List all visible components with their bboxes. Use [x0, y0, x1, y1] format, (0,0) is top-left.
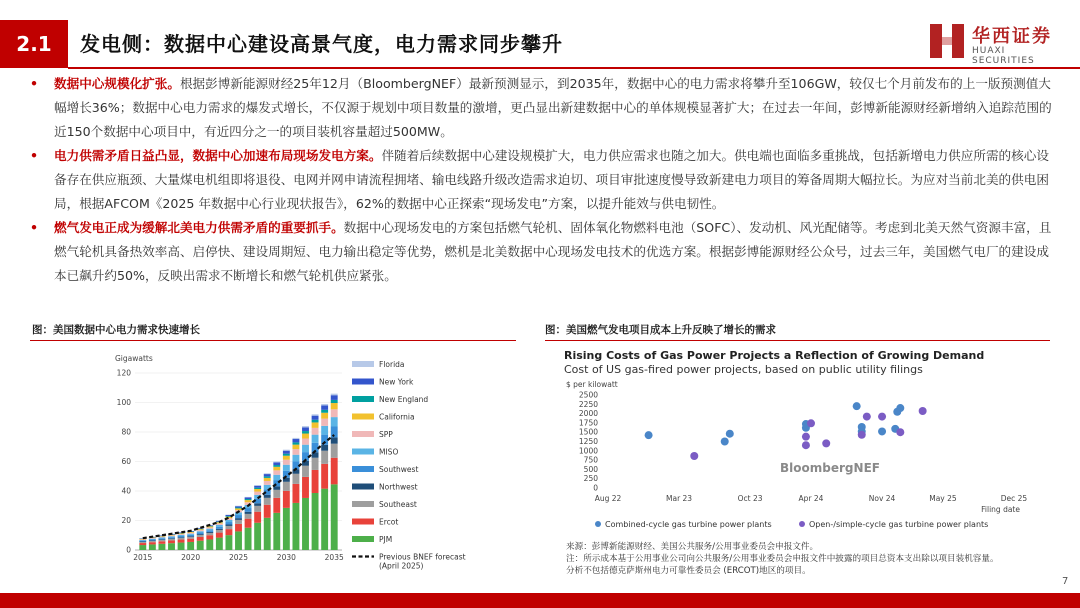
bar-segment-southeast — [264, 498, 271, 505]
bar-segment-northwest — [245, 512, 252, 514]
simple-cycle-point — [802, 433, 810, 441]
legend-label: Southeast — [379, 500, 417, 509]
bar-segment-california — [292, 445, 299, 449]
bar-segment-southeast — [273, 490, 280, 498]
legend-label: Northwest — [379, 482, 418, 492]
paragraph-text: 数据中心现场发电的方案包括燃气轮机、固体氧化物燃料电池（SOFC）、发动机、风光配储等。考虑到北美天然气资源丰富，且燃气轮机具备热效率高、启停快、建设周期短、电力输出稳定等优势，燃机是北美数据中心现场发电技术的优选方案。根据彭博能源财经公众号，过去三年，美国燃气电厂的建设成本已飙升约50%，反映出需求不断增长和燃气轮机供应紧张。 — [54, 220, 1052, 283]
bar-segment-southwest — [235, 515, 242, 518]
bar-segment-florida — [312, 414, 319, 415]
bar-segment-florida — [264, 473, 271, 474]
bar-segment-southwest — [206, 530, 213, 532]
combined-cycle-point — [721, 438, 729, 446]
bar-segment-spp — [197, 530, 204, 531]
bar-segment-spp — [206, 527, 213, 528]
bar-segment-pjm — [139, 545, 146, 550]
left-chart — [110, 345, 466, 577]
bar-segment-miso — [187, 534, 194, 535]
bar-segment-ercot — [197, 537, 204, 541]
bar-segment-spp — [321, 419, 328, 426]
legend-label: New England — [379, 395, 429, 404]
bar-segment-pjm — [158, 544, 165, 550]
simple-cycle-point — [802, 441, 810, 449]
header — [0, 20, 1080, 70]
bar-segment-spp — [216, 523, 223, 524]
bar-segment-southwest — [216, 527, 223, 529]
bar-segment-ercot — [245, 519, 252, 528]
bar-segment-ercot — [312, 470, 319, 493]
bullet: • — [30, 220, 39, 235]
legend-label: Ercot — [379, 517, 399, 527]
bar-segment-florida — [283, 450, 290, 451]
y-tick-label: 80 — [121, 427, 131, 437]
bar-segment-ercot — [283, 491, 290, 508]
bar-segment-pjm — [235, 531, 242, 550]
legend-label: Previous BNEF forecast — [379, 552, 466, 562]
bar-segment-new-england — [302, 431, 309, 433]
bar-segment-southeast — [321, 451, 328, 464]
bar-segment-northwest — [321, 445, 328, 451]
bar-segment-new-york — [254, 486, 261, 488]
legend-label: MISO — [379, 447, 399, 457]
x-tick-label: Aug 22 — [594, 494, 622, 503]
bar-segment-southeast — [283, 482, 290, 491]
x-tick-label: 2030 — [276, 553, 296, 562]
bar-segment-spp — [187, 533, 194, 534]
footer-bar — [0, 593, 1080, 608]
combined-cycle-point — [878, 427, 886, 435]
bar-segment-northwest — [178, 537, 185, 538]
legend-swatch — [352, 519, 374, 525]
bar-segment-miso — [158, 537, 165, 538]
bar-segment-southeast — [149, 541, 156, 542]
paragraph-text: 根据彭博新能源财经25年12月（BloombergNEF）最新预测显示，到2035年，数据中心的电力需求将攀升至106GW，较仅七个月前发布的上一版预测值大幅增长36%；数据中心电力需求的爆发式增长，不仅源于规划中项目数量的激增，更凸显出新建数据中心的单体规模显著扩大；在过去一年间，彭博新能源财经新增纳入追踪范围的近150个数据中心项目中，有近四分之一的项目装机容量超过500MW。 — [54, 76, 1052, 139]
bar-segment-california — [254, 489, 261, 492]
combined-cycle-point — [645, 431, 653, 439]
bar-segment-northwest — [216, 529, 223, 530]
bar-segment-new-england — [283, 454, 290, 456]
y-tick-label: 120 — [116, 368, 131, 378]
legend-label: Florida — [379, 360, 405, 369]
bar-segment-northwest — [225, 525, 232, 526]
right-chart — [560, 345, 1040, 535]
bar-segment-florida — [254, 485, 261, 486]
y-tick-label: 2250 — [578, 399, 598, 409]
x-tick-label: May 25 — [929, 494, 957, 503]
bar-segment-ercot — [273, 498, 280, 513]
legend-swatch — [352, 431, 374, 437]
combined-cycle-point — [858, 423, 866, 431]
simple-cycle-point — [822, 439, 830, 447]
legend-swatch — [352, 466, 374, 472]
bar-segment-northwest — [206, 532, 213, 533]
x-tick-label: Mar 23 — [666, 494, 693, 503]
bar-segment-miso — [292, 455, 299, 462]
bar-segment-southeast — [178, 538, 185, 540]
watermark: BloombergNEF — [780, 461, 880, 475]
chart-subtitle: Cost of US gas-fired power projects, based on public utility filings — [564, 363, 923, 376]
paragraph-1 — [30, 72, 1060, 144]
bar-segment-southwest — [168, 537, 175, 538]
bar-segment-ercot — [302, 477, 309, 498]
logo-text-cn: 华西证券 — [972, 26, 1052, 47]
bar-segment-new-england — [235, 508, 242, 509]
bar-segment-pjm — [254, 523, 261, 550]
bar-segment-southwest — [197, 533, 204, 535]
bar-segment-spp — [264, 481, 271, 485]
y-tick-label: 20 — [121, 516, 131, 525]
bar-segment-california — [312, 422, 319, 427]
bar-segment-southeast — [197, 535, 204, 537]
x-tick-label: 2015 — [133, 553, 153, 562]
bar-segment-pjm — [216, 538, 223, 550]
bar-segment-miso — [321, 426, 328, 435]
legend-label: SPP — [379, 430, 393, 439]
paragraph-2 — [30, 144, 1060, 216]
legend-swatch — [352, 501, 374, 507]
bar-segment-pjm — [225, 535, 232, 550]
bar-segment-northwest — [235, 518, 242, 520]
bar-segment-miso — [331, 417, 338, 426]
bar-segment-spp — [331, 409, 338, 417]
y-tick-label: 0 — [126, 545, 131, 555]
page-number: 7 — [1062, 576, 1069, 587]
y-tick-label: 1250 — [578, 437, 598, 446]
scatter-chart — [560, 345, 1040, 535]
legend-swatch — [352, 361, 374, 367]
bar-segment-spp — [273, 470, 280, 474]
section-number: 2.1 — [0, 20, 68, 68]
bar-segment-southeast — [292, 474, 299, 484]
bar-segment-florida — [292, 438, 299, 439]
bar-segment-ercot — [254, 512, 261, 523]
bar-segment-pjm — [187, 542, 194, 550]
bar-segment-southeast — [312, 458, 319, 470]
legend-swatch — [352, 379, 374, 385]
bar-segment-northwest — [197, 534, 204, 535]
bar-segment-ercot — [149, 542, 156, 544]
bar-segment-florida — [321, 404, 328, 405]
combined-cycle-point — [896, 404, 904, 412]
bar-segment-southeast — [168, 539, 175, 540]
bar-segment-pjm — [206, 539, 213, 550]
bar-segment-northwest — [158, 539, 165, 540]
company-logo — [928, 22, 1068, 66]
bar-segment-spp — [168, 535, 175, 536]
simple-cycle-point — [919, 407, 927, 415]
bar-segment-new-england — [273, 465, 280, 467]
x-tick-label: 2035 — [324, 553, 344, 562]
bar-segment-pjm — [178, 543, 185, 550]
legend-label: Open-/simple-cycle gas turbine power plants — [809, 520, 989, 529]
bar-segment-southeast — [331, 444, 338, 458]
y-tick-label: 2000 — [578, 409, 598, 419]
bar-segment-southwest — [139, 541, 146, 542]
y-tick-label: 750 — [583, 455, 598, 465]
bar-segment-northwest — [254, 503, 261, 506]
bar-segment-southwest — [149, 540, 156, 541]
y-tick-label: 40 — [121, 486, 131, 496]
bar-segment-new-york — [292, 439, 299, 442]
bar-segment-spp — [178, 534, 185, 535]
bar-segment-ercot — [235, 524, 242, 532]
bar-segment-northwest — [187, 536, 194, 537]
x-tick-label: 2025 — [228, 553, 249, 562]
x-tick-label: Dec 25 — [1000, 494, 1028, 503]
x-axis-label: Filing date — [981, 505, 1020, 514]
right-figure-caption: 图：美国燃气发电项目成本上升反映了增长的需求 — [545, 324, 776, 336]
bar-segment-miso — [168, 536, 175, 537]
bar-segment-ercot — [187, 539, 194, 542]
bar-segment-northwest — [149, 540, 156, 541]
bar-segment-florida — [331, 394, 338, 396]
legend-swatch — [352, 536, 374, 542]
bar-segment-california — [321, 413, 328, 419]
bar-segment-ercot — [331, 458, 338, 485]
bar-segment-pjm — [302, 498, 309, 550]
bullet: • — [30, 148, 39, 163]
source-line: 注：所示成本基于公用事业公司向公共服务/公用事业委员会申报文件中披露的项目总资本支出除以项目装机容量。 — [566, 554, 999, 564]
bar-segment-miso — [149, 539, 156, 540]
bar-segment-spp — [302, 438, 309, 444]
bar-segment-northwest — [331, 437, 338, 443]
y-tick-label: 1000 — [578, 446, 598, 456]
bar-segment-spp — [254, 492, 261, 495]
bar-segment-new-england — [245, 499, 252, 500]
bar-segment-miso — [139, 540, 146, 541]
bar-segment-pjm — [321, 489, 328, 550]
bar-segment-miso — [273, 475, 280, 480]
bar-segment-california — [264, 478, 271, 481]
simple-cycle-point — [807, 419, 815, 427]
bar-segment-northwest — [264, 495, 271, 498]
bar-segment-miso — [312, 435, 319, 443]
y-tick-label: 100 — [116, 398, 131, 407]
bar-segment-ercot — [178, 540, 185, 543]
legend-label: Combined-cycle gas turbine power plants — [605, 520, 772, 529]
body-text — [30, 72, 1060, 288]
bar-segment-pjm — [264, 518, 271, 550]
bar-segment-new-york — [283, 451, 290, 454]
chart-title: Rising Costs of Gas Power Projects a Reflection of Growing Demand — [564, 349, 985, 362]
bar-segment-new-york — [273, 462, 280, 465]
source-line: 来源：彭博新能源财经、美国公共服务/公用事业委员会申报文件。 — [566, 542, 819, 552]
bar-segment-california — [235, 508, 242, 510]
legend-label: New York — [379, 377, 414, 387]
bar-segment-california — [283, 456, 290, 460]
legend-swatch — [352, 396, 374, 402]
bar-segment-miso — [216, 525, 223, 527]
bar-segment-northwest — [312, 452, 319, 457]
right-caption-divider — [545, 340, 1050, 341]
bar-segment-new-york — [264, 474, 271, 476]
bar-segment-pjm — [292, 503, 299, 550]
legend-swatch — [352, 414, 374, 420]
bar-segment-new-england — [321, 410, 328, 413]
legend-swatch — [352, 484, 374, 490]
bar-segment-spp — [139, 539, 146, 540]
bar-segment-ercot — [292, 484, 299, 503]
bar-segment-spp — [292, 449, 299, 455]
bar-segment-florida — [273, 462, 280, 463]
bar-segment-ercot — [225, 529, 232, 535]
bar-segment-ercot — [139, 543, 146, 545]
logo-text-en: HUAXI SECURITIES — [972, 46, 1035, 66]
x-tick-label: Oct 23 — [737, 494, 763, 503]
bar-segment-new-england — [312, 420, 319, 423]
bar-segment-miso — [283, 465, 290, 471]
bar-segment-new-york — [312, 416, 319, 420]
legend-dot-combined-cycle — [595, 521, 601, 527]
bar-segment-miso — [225, 520, 232, 522]
legend-label: PJM — [379, 535, 393, 544]
bar-segment-southeast — [206, 533, 213, 535]
x-tick-label: Nov 24 — [868, 494, 896, 503]
bar-segment-florida — [302, 426, 309, 427]
bar-segment-pjm — [197, 541, 204, 550]
bar-segment-southwest — [245, 508, 252, 512]
bar-segment-southeast — [225, 526, 232, 529]
bar-segment-southwest — [225, 522, 232, 524]
y-tick-label: 1500 — [578, 427, 598, 437]
left-figure-caption: 图：美国数据中心电力需求快速增长 — [32, 324, 200, 336]
bar-segment-new-england — [254, 488, 261, 489]
bar-segment-new-england — [264, 476, 271, 478]
combined-cycle-point — [853, 402, 861, 410]
simple-cycle-point — [878, 413, 886, 421]
source-notes — [566, 541, 999, 577]
simple-cycle-point — [896, 428, 904, 436]
bar-segment-ercot — [168, 540, 175, 543]
legend-dot-simple-cycle — [799, 521, 805, 527]
paragraph-highlight: 电力供需矛盾日益凸显，数据中心加速布局现场发电方案。 — [54, 148, 382, 163]
bar-segment-southeast — [245, 514, 252, 519]
y-tick-label: 500 — [583, 464, 598, 474]
bar-segment-new-york — [302, 427, 309, 431]
bar-segment-california — [245, 500, 252, 502]
bullet: • — [30, 76, 39, 91]
y-tick-label: 1750 — [578, 418, 598, 428]
y-tick-label: 2500 — [578, 390, 598, 400]
bar-segment-pjm — [331, 484, 338, 550]
stacked-bar-chart — [110, 345, 466, 577]
bar-segment-southeast — [187, 537, 194, 539]
legend-label: Southwest — [379, 465, 419, 474]
bar-segment-southeast — [302, 466, 309, 477]
bar-segment-pjm — [149, 544, 156, 550]
paragraph-text: 伴随着后续数据中心建设规模扩大，电力供应需求也随之加大。供电端也面临多重挑战，包括新增电力供应所需的核心设备存在供应瓶颈、大量煤电机组即将退役、电网并网申请流程拥堵、输电线路升级改造需求迫切、项目审批速度慢导致新建电力项目的筹备周期大幅拉长。为应对当前北美的供电困局，根据AFCOM《2025 年数据中心行业现状报告》，62%的数据中心正探索“现场发电”方案，以提升能效与供电韧性。 — [54, 148, 1049, 211]
page-title: 发电侧：数据中心建设高景气度，电力需求同步攀升 — [80, 32, 563, 56]
y-tick-label: 0 — [593, 483, 598, 493]
y-tick-label: 250 — [583, 474, 598, 484]
x-tick-label: 2020 — [181, 553, 201, 562]
bar-segment-southeast — [158, 540, 165, 541]
bar-segment-ercot — [321, 464, 328, 489]
legend-label: California — [379, 412, 415, 422]
bar-segment-pjm — [245, 528, 252, 550]
legend-swatch — [352, 449, 374, 455]
x-tick-label: Apr 24 — [798, 494, 824, 503]
bar-segment-new-england — [292, 442, 299, 444]
legend-label: (April 2025) — [379, 561, 424, 571]
bar-segment-new-york — [235, 506, 242, 507]
bar-segment-spp — [312, 428, 319, 435]
y-axis-label: Gigawatts — [115, 354, 153, 363]
bar-segment-new-york — [245, 497, 252, 499]
bar-segment-northwest — [168, 538, 175, 539]
y-axis-label: $ per kilowatt — [566, 380, 618, 389]
combined-cycle-point — [726, 430, 734, 438]
bar-segment-california — [331, 403, 338, 409]
bar-segment-new-york — [321, 405, 328, 409]
simple-cycle-point — [690, 452, 698, 460]
bar-segment-california — [302, 434, 309, 439]
bar-segment-pjm — [312, 493, 319, 550]
bar-segment-california — [273, 467, 280, 471]
bar-segment-florida — [245, 497, 252, 498]
bar-segment-southeast — [254, 506, 261, 512]
bar-segment-miso — [197, 531, 204, 532]
left-caption-divider — [30, 340, 516, 341]
bar-segment-pjm — [168, 543, 175, 550]
simple-cycle-point — [863, 413, 871, 421]
huaxi-logo-icon — [928, 22, 966, 60]
bar-segment-ercot — [206, 535, 213, 539]
bar-segment-new-england — [331, 400, 338, 403]
bar-segment-spp — [158, 537, 165, 538]
bar-segment-southeast — [139, 542, 146, 543]
bar-segment-southwest — [178, 536, 185, 537]
bar-segment-southwest — [187, 535, 194, 536]
bar-segment-southeast — [216, 530, 223, 533]
simple-cycle-point — [858, 431, 866, 439]
paragraph-3 — [30, 216, 1060, 288]
source-line: 分析不包括德克萨斯州电力可靠性委员会 (ERCOT)地区的项目。 — [566, 566, 811, 576]
bar-segment-ercot — [158, 541, 165, 544]
bar-segment-ercot — [216, 533, 223, 538]
bar-segment-pjm — [283, 508, 290, 550]
bar-segment-pjm — [273, 513, 280, 550]
paragraph-highlight: 燃气发电正成为缓解北美电力供需矛盾的重要抓手。 — [54, 220, 344, 235]
header-divider — [68, 67, 1080, 69]
bar-segment-ercot — [264, 505, 271, 518]
bar-segment-southwest — [158, 538, 165, 539]
bar-segment-new-york — [331, 395, 338, 400]
bar-segment-miso — [302, 445, 309, 452]
bar-segment-miso — [206, 529, 213, 531]
paragraph-highlight: 数据中心规模化扩张。 — [54, 76, 180, 91]
bar-segment-spp — [283, 460, 290, 465]
y-tick-label: 60 — [121, 457, 131, 466]
bar-segment-southeast — [235, 520, 242, 524]
bar-segment-miso — [178, 535, 185, 536]
